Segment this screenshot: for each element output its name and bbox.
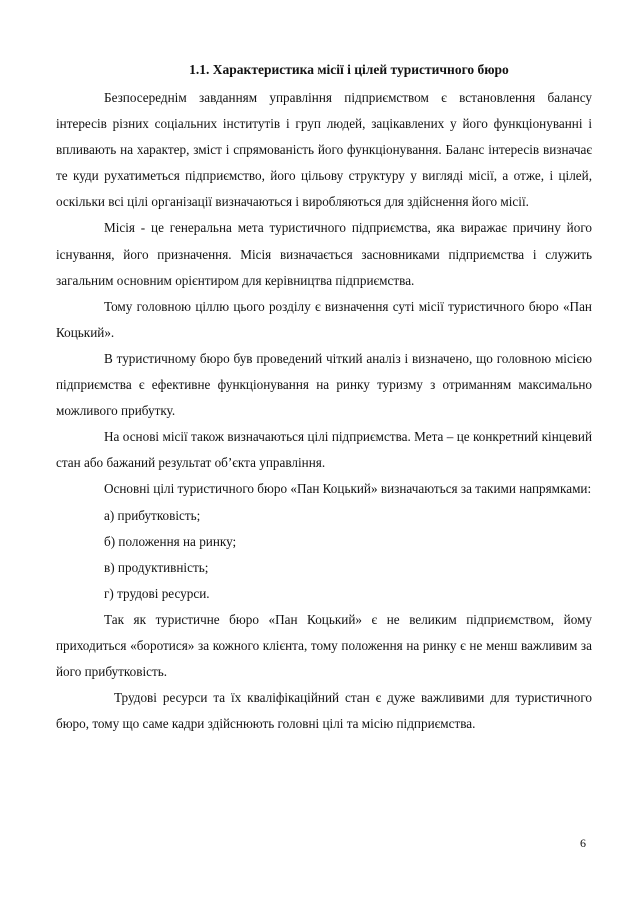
list-item-profitability: а) прибутковість; <box>104 507 201 523</box>
list-item-productivity: в) продуктивність; <box>104 559 209 575</box>
page-number: 6 <box>580 836 586 850</box>
list-item-labor-resources: г) трудові ресурси. <box>104 585 210 601</box>
paragraph-mission-definition: Місія - це генеральна мета туристичного підприємства, яка виражає причину його існування, його призначення. Місія визначається засновниками підприємства і служить загальним основним орієнтиром для керівництва підприємства. <box>56 220 592 288</box>
paragraph-labor-resources: Трудові ресурси та їх кваліфікаційний стан є дуже важливими для туристичного бюро, тому що саме кадри здійснюють головні цілі та місію підприємства. <box>56 690 592 732</box>
section-heading: 1.1. Характеристика місії і цілей туристичного бюро <box>189 62 509 77</box>
body-text <box>56 85 592 737</box>
paragraph-goal-directions: Основні цілі туристичного бюро «Пан Коцький» визначаються за такими напрямками: <box>104 481 592 497</box>
paragraph-analysis: В туристичному бюро був проведений чіткий аналіз і визначено, що головною місією підприємства є ефективне функціонування на ринку туризму з отриманням максимально можливого прибутку. <box>56 350 592 419</box>
paragraph-section-goal: Тому головною ціллю цього розділу є визначення суті місії туристичного бюро «Пан Коцький». <box>56 298 592 340</box>
paragraph-goals-definition: На основі місії також визначаються цілі підприємства. Мета – це конкретний кінцевий стан або бажаний результат об’єкта управління. <box>56 429 592 471</box>
paragraph-market-position: Так як туристичне бюро «Пан Коцький» є не великим підприємством, йому приходиться «боротися» за кожного клієнта, тому положення на ринку є не менш важливим за його прибутковість. <box>56 611 592 680</box>
list-item-market-position: б) положення на ринку; <box>104 533 237 549</box>
paragraph-management-task: Безпосереднім завданням управління підприємством є встановлення балансу інтересів різних соціальних інститутів і груп людей, зацікавлених у його функціонуванні і впливають на характер, зміст і спрямованість його функціонування. Баланс інтересів визначає те куди рухатиметься підприємство, його цільову структуру у вигляді місії, а отже, і цілей, оскільки всі цілі організації визначаються і виробляються для здійснення його місії. <box>56 90 592 210</box>
